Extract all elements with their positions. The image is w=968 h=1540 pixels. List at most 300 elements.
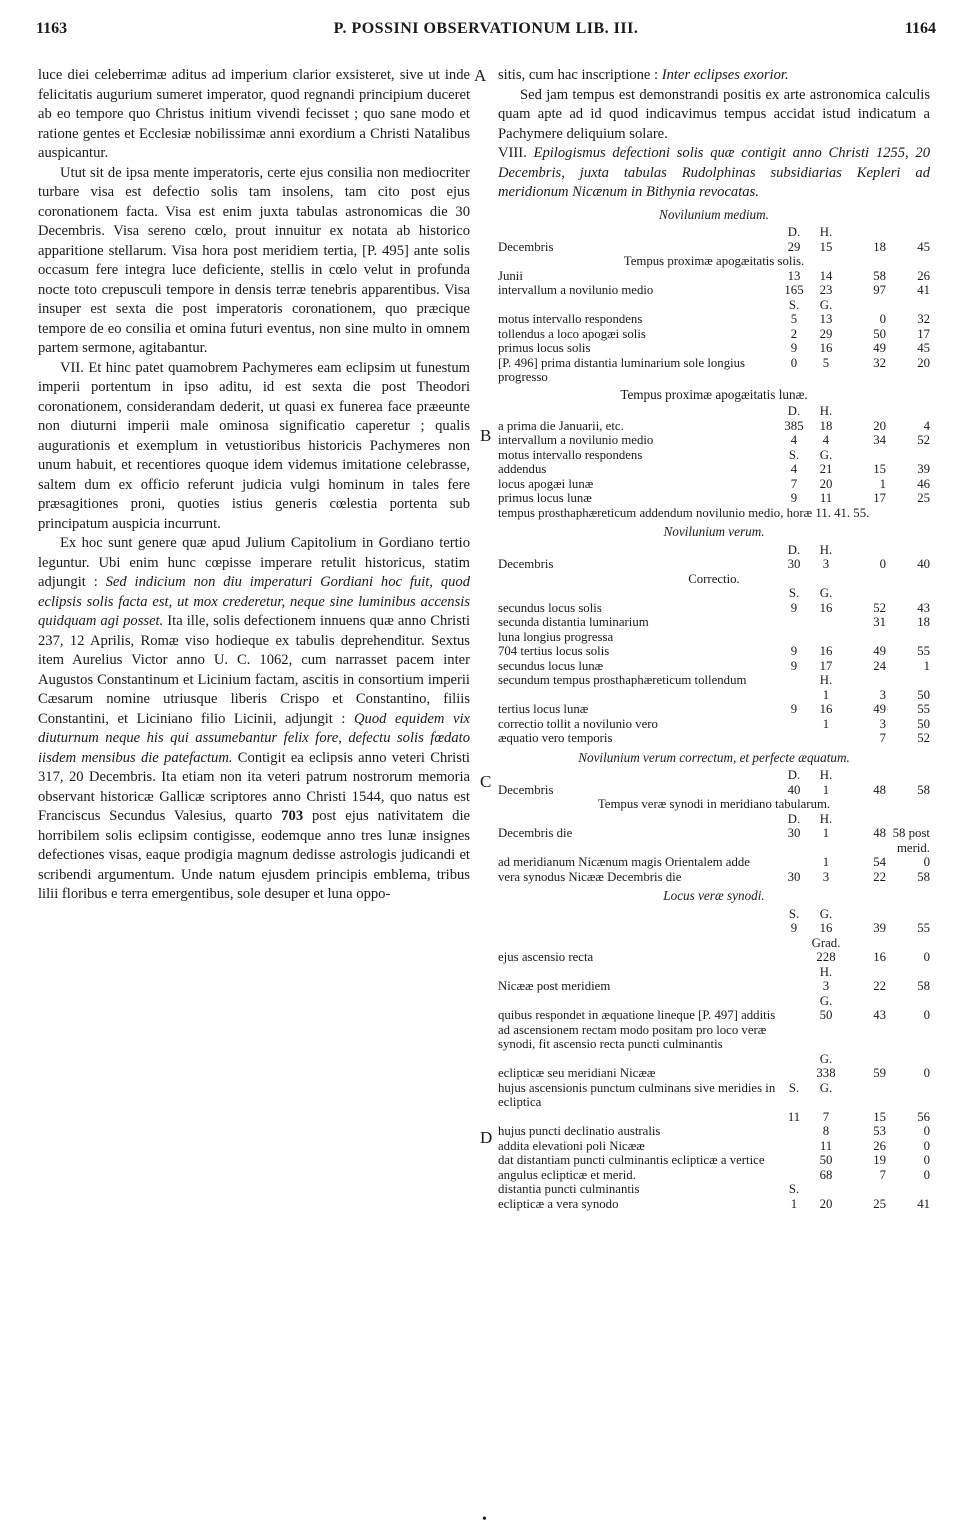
inscription: Inter eclipses exorior.	[661, 67, 789, 83]
cell-value: 16	[819, 600, 833, 615]
cell-value: 13	[819, 312, 833, 326]
cell-value: 59	[873, 1066, 886, 1080]
unit-header-row	[498, 586, 930, 601]
cell-value: 8	[822, 1124, 830, 1138]
cell-value: 20	[819, 1196, 833, 1211]
row-label: Decembris die	[498, 826, 573, 840]
cell-value: 43	[917, 600, 930, 615]
cell-value: G.	[819, 906, 833, 921]
cell-value	[778, 1168, 810, 1183]
table-row	[498, 950, 930, 965]
cell-value: 3	[822, 979, 830, 993]
cell-value: 52	[917, 731, 930, 745]
row-label	[498, 965, 778, 980]
table-row	[498, 269, 930, 284]
cell-value: 56	[917, 1109, 930, 1124]
row-label	[498, 298, 778, 313]
cell-value: 11	[787, 1109, 801, 1124]
cell-value: 7	[822, 1109, 830, 1124]
cell-value: 0	[923, 1138, 930, 1153]
cell-value	[778, 994, 810, 1009]
cell-value	[810, 1182, 842, 1197]
table-note: tempus prosthaphæreticum addendum novilunio medio, horæ 11. 41. 55.	[498, 505, 870, 520]
margin-letter-b: B	[480, 426, 492, 445]
table-row	[498, 283, 930, 298]
cell-value	[842, 994, 886, 1009]
table-row	[498, 557, 930, 572]
row-label	[498, 921, 778, 936]
cell-value	[886, 907, 930, 922]
cell-value: 46	[917, 476, 930, 491]
cell-value: 40	[787, 782, 801, 797]
row-label: distantia puncti culminantis	[498, 1182, 640, 1196]
cell-value	[886, 298, 930, 313]
cell-value: 49	[873, 341, 886, 355]
row-label: Decembris	[498, 557, 554, 571]
section-title: Epilogismus defectioni solis quæ contigit anno Christi 1255, 20 Decembris, juxta tabulas Rudolphinas subsidiarias Kepleri ad meridionum Nicænum in Bithynia revocatas.	[498, 145, 930, 200]
cell-value: 0	[923, 1124, 930, 1138]
cell-value: 4	[923, 418, 930, 433]
row-label: motus intervallo respondens	[498, 447, 643, 462]
cell-value: H.	[819, 768, 833, 782]
row-label	[498, 994, 778, 1009]
cell-value: D.	[787, 225, 801, 239]
row-label: intervallum a novilunio medio	[498, 433, 654, 447]
cell-value: 45	[917, 341, 930, 355]
table-row	[498, 240, 930, 255]
cell-value	[810, 630, 842, 645]
row-label: ejus ascensio recta	[498, 950, 594, 964]
row-label	[498, 936, 778, 951]
table-row	[498, 1066, 930, 1081]
cell-value: 7	[879, 1167, 886, 1182]
row-label	[498, 688, 778, 703]
cell-value: 53	[873, 1124, 886, 1138]
table-row	[498, 298, 930, 313]
cell-value	[886, 1081, 930, 1110]
cell-value: H.	[819, 225, 833, 239]
cell-value	[886, 994, 930, 1009]
row-label: æquatio vero temporis	[498, 731, 613, 745]
cell-value: 54	[873, 855, 886, 869]
cell-value	[778, 1052, 810, 1067]
cell-value: 0	[879, 312, 886, 326]
cell-value: 9	[790, 600, 798, 615]
cell-value: 30	[787, 557, 801, 571]
table-row	[498, 644, 930, 659]
row-label	[498, 1110, 778, 1125]
cell-value: 48	[873, 826, 886, 840]
cell-value: 26	[873, 1138, 886, 1153]
cell-value: 4	[790, 433, 798, 447]
cell-value: 3	[822, 869, 830, 884]
cell-value: S.	[788, 1182, 800, 1196]
cell-value: 9	[790, 658, 798, 673]
table-row	[498, 491, 930, 506]
row-label: Nicææ post meridiem	[498, 979, 611, 993]
row-label: dat distantiam puncti culminantis eclipticæ a vertice	[498, 1153, 765, 1167]
cell-value: 17	[873, 491, 886, 505]
cell-value	[842, 965, 886, 980]
cell-value	[778, 1008, 810, 1052]
cell-value	[886, 812, 930, 827]
row-label: tollendus a loco apogæi solis	[498, 326, 646, 341]
cell-value	[842, 812, 886, 827]
text-run: post ejus nativitatem die horribilem solis eclipsim contigisse, eodemque anno tres lunæ insignes defectiones visas, eaque prodigia magnum dedisse astrologis judicandi et scribendi argumentum. Unde natum ejusdem principis emblema, tribus lilii floribus e terra emergentibus, sole desuper et luna oppo-	[38, 808, 470, 902]
cell-value: H.	[819, 964, 833, 979]
cell-value: 29	[787, 239, 801, 254]
cell-value: 39	[917, 462, 930, 476]
calc-table-1	[498, 225, 930, 385]
cell-value	[842, 586, 886, 601]
row-label: primus locus solis	[498, 341, 591, 355]
cell-value	[778, 979, 810, 994]
cell-value: 4	[790, 462, 798, 476]
table-row	[498, 965, 930, 980]
row-label: secundus locus lunæ	[498, 658, 604, 673]
cell-value: 21	[819, 462, 833, 476]
cell-value	[778, 855, 810, 870]
cell-value: 48	[873, 782, 886, 797]
cell-value: 17	[819, 658, 833, 673]
row-label	[498, 812, 778, 827]
cell-value: 34	[873, 433, 886, 447]
row-label: addendus	[498, 462, 547, 476]
cell-value: 9	[790, 702, 798, 716]
table-row	[498, 433, 930, 448]
cell-value: 338	[816, 1066, 836, 1080]
unit-header-row	[498, 543, 930, 558]
footer-mark: •	[482, 1512, 487, 1527]
paragraph: luce diei celeberrimæ aditus ad imperium clarior exsisteret, sive ut inde felicitatis augurium sumeret imperator, quod regnandi principium duceret ab eo tempore quo Christus initium vivendi fecisset ; quo sane modo et ratione gentes et Ecclesiæ nobilissimæ anni exordium a Christi Natalibus auspicantur.	[38, 67, 470, 161]
cell-value: 49	[873, 702, 886, 716]
cell-value: 228	[816, 950, 836, 964]
cell-value: 52	[917, 433, 930, 447]
cell-value	[842, 225, 886, 240]
table-row	[498, 1168, 930, 1183]
table-row	[498, 659, 930, 674]
cell-value: 9	[790, 491, 798, 505]
cell-value: 45	[917, 239, 930, 254]
row-label: 704 tertius locus solis	[498, 644, 610, 658]
table-row	[498, 921, 930, 936]
cell-value: Grad.	[811, 935, 841, 950]
calc-table-3	[498, 543, 930, 746]
cell-value: 0	[923, 950, 930, 964]
cell-value: 5	[822, 355, 830, 370]
unit-header-row	[498, 768, 930, 783]
margin-letter-d: D	[480, 1128, 493, 1147]
row-label: motus intervallo respondens	[498, 312, 643, 326]
cell-value	[886, 965, 930, 980]
cell-value	[778, 731, 810, 746]
cell-value	[842, 543, 886, 558]
unit-header-row	[498, 907, 930, 922]
cell-value: D.	[787, 542, 801, 557]
cell-value	[886, 586, 930, 601]
cell-value: 1	[822, 855, 830, 869]
margin-letter-c: C	[480, 772, 492, 791]
table-row	[498, 731, 930, 746]
cell-value	[810, 731, 842, 746]
text-run: Contigit ea eclipsis anno veteri Christi 317, 20 Decembris. Ita etiam non ita veteri patrum nostrorum memoria observant historicæ Gallicæ scriptores anno Christi 1544, quo natus est Franciscus Secundus Valesius, quarto	[38, 749, 470, 824]
row-label: eclipticæ seu meridiani Nicææ	[498, 1066, 656, 1080]
row-label: hujus puncti declinatio australis	[498, 1124, 661, 1138]
paragraph	[498, 66, 930, 86]
cell-value: 1	[822, 716, 830, 731]
cell-value: 31	[873, 615, 886, 629]
paragraph: Utut sit de ipsa mente imperatoris, certe ejus consilia non mediocriter turbare visa est defectio solis tam insolens, tam cito post ejus coronationem facta. Visa est enim juxta tabulas astronomicas die 30 Decembris. Visa sereno cœlo, prout innuitur ex notata ab historico apparitione stellarum. Visa hora post meridiem tertia, [P. 495] ante solis occasum fere integra luce deficiente, stellis in cœlo velut in profunda nocte toto crepusculi tempore in densis terræ tenebris apparentibus. Visa insuper est sexta die post imperatoris coronationem, quo præcique tempore de eo consilia et omina futuri eventus, non sine multo in omnem partem sermone, agitabantur.	[38, 164, 470, 356]
table-row	[498, 870, 930, 885]
table-row	[498, 1110, 930, 1125]
cell-value: 7	[790, 476, 798, 491]
cell-value	[778, 1124, 810, 1139]
table-row	[498, 702, 930, 717]
cell-value: 11	[819, 491, 833, 505]
cell-value	[886, 543, 930, 558]
cell-value	[778, 615, 810, 630]
cell-value: 1	[822, 782, 830, 797]
cell-value: 9	[790, 644, 798, 658]
cell-value	[886, 404, 930, 419]
table-row	[498, 673, 930, 688]
table-row	[498, 1081, 930, 1110]
cell-value: 29	[819, 326, 833, 341]
table-row	[498, 341, 930, 356]
cell-value: 55	[917, 921, 930, 935]
row-label: vera synodus Nicææ Decembris die	[498, 869, 682, 884]
cell-value	[886, 936, 930, 951]
cell-value: G.	[819, 297, 833, 312]
cell-value: 50	[819, 1153, 833, 1167]
cell-value: S.	[788, 586, 800, 600]
cell-value: 23	[819, 283, 833, 297]
cell-value: 58	[917, 979, 930, 993]
cell-value: S.	[788, 297, 800, 312]
unit-header-row	[498, 225, 930, 240]
table-row	[498, 1182, 930, 1197]
subheading-row	[498, 572, 930, 587]
table-row	[498, 979, 930, 994]
cell-value: 385	[784, 418, 804, 433]
cell-value: G.	[819, 586, 833, 600]
cell-value: 1	[923, 658, 930, 673]
row-label: eclipticæ a vera synodo	[498, 1196, 619, 1211]
row-label: angulus eclipticæ et merid.	[498, 1167, 636, 1182]
cell-value: S.	[788, 1080, 800, 1095]
cell-value: 16	[819, 702, 833, 716]
quotation: Quod equidem vix diuturnum neque his qui assumebantur felix fore, defectu solis fœdato iisdem mensibus die patefactum.	[38, 710, 470, 766]
cell-value	[842, 630, 886, 645]
cell-value: 25	[917, 491, 930, 505]
cell-value: 30	[787, 826, 801, 840]
row-label: addita elevationi poli Nicææ	[498, 1138, 645, 1153]
cell-value	[842, 907, 886, 922]
cell-value	[886, 225, 930, 240]
cell-value: 14	[819, 268, 833, 283]
cell-value: 22	[873, 979, 886, 993]
table-row	[498, 327, 930, 342]
cell-value: 97	[873, 283, 886, 297]
row-label	[498, 907, 778, 922]
cell-value: 24	[873, 658, 886, 673]
cell-value: 39	[873, 921, 886, 935]
cell-value: 0	[923, 855, 930, 869]
row-label	[498, 225, 778, 240]
row-label: intervallum a novilunio medio	[498, 283, 654, 297]
table-row	[498, 783, 930, 798]
cell-value: 0	[790, 355, 798, 370]
cell-value	[810, 615, 842, 630]
row-label: ad meridianum Nicænum magis Orientalem adde	[498, 855, 750, 869]
cell-value: D.	[787, 811, 801, 826]
row-label: Junii	[498, 268, 523, 283]
table-row	[498, 1008, 930, 1052]
row-label	[498, 586, 778, 601]
table-row	[498, 1197, 930, 1212]
cell-value: 58	[917, 782, 930, 797]
text-run: Ita ille, solis defectionem innuens quæ anno Christi 237, 12 Aprilis, Romæ viso hodieque ex tabulis deprehenditur. Sextus item Aurelius Victor anno U. C. 1062, cum narrasset pacem inter Augustos Constantinum et Licinium factam, ascitis in consortium imperii Cæsarum nomine utriusque liberis Crispo et Constantino, filiis Constantini, et Liciniano filio Licinii, adjungit :	[38, 613, 470, 727]
table-subheading: Tempus veræ synodi in meridiano tabularum.	[597, 797, 831, 811]
cell-value: 3	[879, 716, 886, 731]
table-row	[498, 477, 930, 492]
cell-value: 16	[873, 950, 886, 964]
cell-value: D.	[787, 404, 801, 418]
page-header	[36, 20, 936, 42]
cell-value: 9	[790, 921, 798, 935]
cell-value: 3	[879, 687, 886, 702]
cell-value: 50	[917, 716, 930, 731]
cell-value: 17	[917, 326, 930, 341]
cell-value: 18	[819, 418, 833, 433]
cell-value: 15	[819, 239, 833, 254]
cell-value: 0	[879, 557, 886, 571]
cell-value	[842, 448, 886, 463]
subheading-row	[498, 254, 930, 269]
row-label: locus apogæi lunæ	[498, 476, 594, 491]
subheading-row	[498, 797, 930, 812]
cell-value: 15	[873, 1109, 886, 1124]
row-label: hujus ascensionis punctum culminans sive meridies in ecliptica	[498, 1080, 776, 1109]
cell-value: 0	[923, 1153, 930, 1167]
section-number: VIII.	[498, 145, 527, 161]
table-row	[498, 448, 930, 463]
table-row	[498, 994, 930, 1009]
cell-value: 50	[819, 1008, 833, 1022]
cell-value	[886, 673, 930, 688]
cell-value: 41	[917, 283, 930, 297]
cell-value: 68	[819, 1167, 833, 1182]
row-label: correctio tollit a novilunio vero	[498, 716, 658, 731]
cell-value	[778, 965, 810, 980]
cell-value: 32	[873, 355, 886, 370]
cell-value: 16	[819, 921, 833, 935]
cell-value: G.	[819, 1080, 833, 1095]
cell-value: 0	[923, 1167, 930, 1182]
cell-value: 0	[923, 1008, 930, 1022]
cell-value	[778, 950, 810, 965]
cell-value: 20	[917, 355, 930, 370]
cell-value	[778, 1139, 810, 1154]
cell-value: 11	[819, 1138, 833, 1153]
cell-value: 5	[790, 312, 798, 326]
cell-value	[842, 404, 886, 419]
text-run: sitis, cum hac inscriptione :	[498, 67, 662, 83]
unit-header-row	[498, 404, 930, 419]
table-row	[498, 855, 930, 870]
cell-value	[886, 630, 930, 645]
cell-value: S.	[788, 447, 800, 462]
table-row	[498, 312, 930, 327]
cell-value: G.	[819, 447, 833, 462]
row-label	[498, 1052, 778, 1067]
cell-value: 49	[873, 644, 886, 658]
cell-value: 32	[917, 312, 930, 326]
cell-value	[886, 448, 930, 463]
cell-value: 1	[879, 476, 886, 491]
cell-value	[886, 1182, 930, 1197]
cell-value: H.	[819, 811, 833, 826]
cell-value: D.	[787, 768, 801, 782]
table-row	[498, 1139, 930, 1154]
row-label	[498, 543, 778, 558]
cell-value: 1	[790, 1196, 798, 1211]
cell-value	[778, 1153, 810, 1168]
cell-value: 22	[873, 869, 886, 884]
row-label: secundum tempus prosthaphæreticum tollendum	[498, 673, 747, 687]
cell-value	[778, 936, 810, 951]
table-row	[498, 688, 930, 703]
cell-value: 18	[917, 615, 930, 629]
unit-header-row	[498, 812, 930, 827]
cell-value	[842, 768, 886, 783]
cell-value: 2	[790, 326, 798, 341]
cell-value: 15	[873, 462, 886, 476]
cell-value	[842, 1081, 886, 1110]
left-page-number: 1163	[36, 20, 68, 37]
cell-value: 18	[873, 239, 886, 254]
cell-value	[842, 298, 886, 313]
cell-value: 50	[873, 326, 886, 341]
cell-value	[842, 936, 886, 951]
cell-value: 16	[819, 341, 833, 355]
cell-value	[886, 768, 930, 783]
cell-value: 58	[873, 268, 886, 283]
cell-value: 16	[819, 644, 833, 658]
cell-value: 41	[917, 1196, 930, 1211]
cell-value: 4	[822, 433, 830, 447]
calc-table-4	[498, 768, 930, 884]
quotation: Sed indicium non diu imperaturi Gordiani hoc fuit, quod eclipsis solis facta est, ut mox crederetur, neque sine luminibus accensis quidquam agi posset.	[38, 574, 471, 629]
cell-value: G.	[819, 1051, 833, 1066]
table-row	[498, 717, 930, 732]
row-label: tertius locus lunæ	[498, 702, 589, 716]
cell-value	[778, 717, 810, 732]
table-subheading: Correctio.	[688, 571, 740, 586]
table-title: Locus veræ synodi.	[663, 888, 765, 903]
row-label: Decembris	[498, 782, 554, 797]
cell-value: 3	[822, 557, 830, 571]
cell-value: 52	[873, 600, 886, 615]
table-row	[498, 936, 930, 951]
row-label: quibus respondet in æquatione lineque [P. 497] additis ad ascensionem rectam modo positam pro loco veræ synodi, fit ascensio recta puncti culminantis	[498, 1008, 776, 1051]
cell-value	[842, 673, 886, 688]
section-heading	[498, 144, 930, 203]
cell-value: 0	[923, 1066, 930, 1080]
cell-value: H.	[819, 673, 833, 687]
table-subtitle: Tempus proximæ apogæitatis lunæ.	[620, 386, 808, 402]
table-row	[498, 462, 930, 477]
